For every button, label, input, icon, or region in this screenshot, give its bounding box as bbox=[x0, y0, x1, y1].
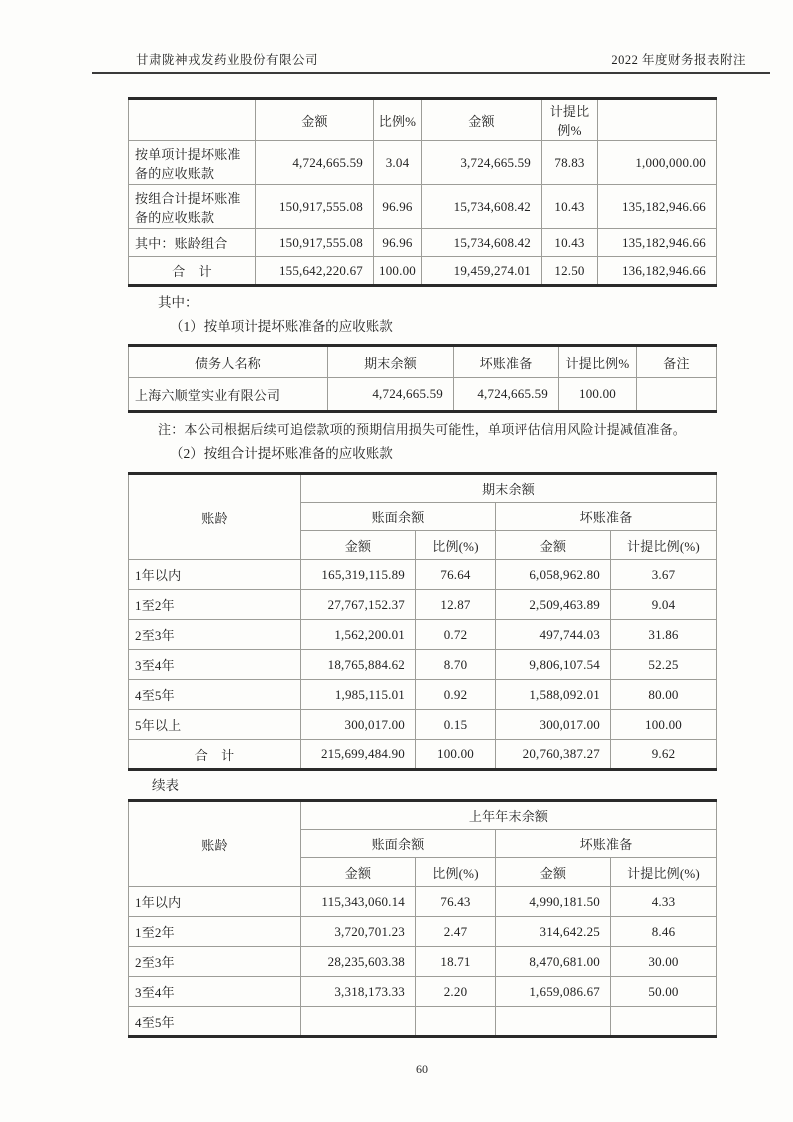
cell-amount: 115,343,060.14 bbox=[301, 887, 416, 917]
header-book-balance: 账面余额 bbox=[301, 830, 496, 858]
row-label: 2至3年 bbox=[129, 620, 301, 650]
cell-amount: 1,000,000.00 bbox=[598, 141, 717, 185]
header-bad-debt-provision: 坏账准备 bbox=[496, 830, 717, 858]
cell-amount: 165,319,115.89 bbox=[301, 560, 416, 590]
total-label: 合 计 bbox=[129, 740, 301, 770]
cell-ending-balance: 4,724,665.59 bbox=[328, 378, 454, 412]
cell-ratio: 50.00 bbox=[611, 977, 717, 1007]
cell-bad-debt-provision: 4,724,665.59 bbox=[454, 378, 559, 412]
cell-ratio: 96.96 bbox=[374, 185, 422, 229]
table-row bbox=[129, 378, 717, 412]
report-title: 2022 年度财务报表附注 bbox=[611, 53, 746, 67]
cell-amount: 8,470,681.00 bbox=[496, 947, 611, 977]
header-aging: 账龄 bbox=[129, 801, 301, 887]
cell-ratio: 100.00 bbox=[416, 740, 496, 770]
cell-ratio: 9.04 bbox=[611, 590, 717, 620]
cell-amount: 497,744.03 bbox=[496, 620, 611, 650]
cell-ratio: 9.62 bbox=[611, 740, 717, 770]
cell-ratio: 52.25 bbox=[611, 650, 717, 680]
cell-ratio: 8.70 bbox=[416, 650, 496, 680]
cell-remark bbox=[637, 378, 717, 412]
table-row bbox=[129, 620, 717, 650]
cell-ratio: 3.67 bbox=[611, 560, 717, 590]
page-number: 60 bbox=[416, 1062, 428, 1076]
cell-amount: 3,724,665.59 bbox=[422, 141, 542, 185]
cell-ratio: 76.64 bbox=[416, 560, 496, 590]
table-row bbox=[129, 947, 717, 977]
table-total-row bbox=[129, 257, 717, 286]
aging-table-current bbox=[128, 472, 717, 771]
cell-ratio: 12.87 bbox=[416, 590, 496, 620]
cell-ratio: 10.43 bbox=[542, 229, 598, 257]
table-header-row bbox=[129, 801, 717, 830]
table-row bbox=[129, 141, 717, 185]
header-book-balance: 账面余额 bbox=[301, 503, 496, 531]
cell-amount: 3,318,173.33 bbox=[301, 977, 416, 1007]
table-row bbox=[129, 650, 717, 680]
cell-ratio: 3.04 bbox=[374, 141, 422, 185]
cell-amount: 2,509,463.89 bbox=[496, 590, 611, 620]
row-label: 1至2年 bbox=[129, 590, 301, 620]
among-which-label: 其中： bbox=[158, 295, 199, 310]
cell-ratio: 80.00 bbox=[611, 680, 717, 710]
cell-ratio bbox=[416, 1007, 496, 1037]
header-provision-ratio: 计提比例% bbox=[559, 346, 637, 378]
cell-amount: 9,806,107.54 bbox=[496, 650, 611, 680]
cell-provision-ratio: 100.00 bbox=[559, 378, 637, 412]
header-amount: 金额 bbox=[301, 531, 416, 560]
cell-amount: 135,182,946.66 bbox=[598, 185, 717, 229]
cell-amount: 27,767,152.37 bbox=[301, 590, 416, 620]
table-row bbox=[129, 887, 717, 917]
header-amount2: 金额 bbox=[496, 531, 611, 560]
cell-ratio: 30.00 bbox=[611, 947, 717, 977]
table-row bbox=[129, 917, 717, 947]
cell-amount: 155,642,220.67 bbox=[256, 257, 374, 286]
cell-ratio: 18.71 bbox=[416, 947, 496, 977]
table-header-row bbox=[129, 99, 717, 141]
header-remark: 备注 bbox=[637, 346, 717, 378]
cell-ratio: 0.15 bbox=[416, 710, 496, 740]
header-cell-amount2: 金额 bbox=[422, 99, 542, 141]
cell-ratio: 0.92 bbox=[416, 680, 496, 710]
table-row bbox=[129, 1007, 717, 1037]
cell-amount: 314,642.25 bbox=[496, 917, 611, 947]
cell-amount bbox=[301, 1007, 416, 1037]
row-label: 3至4年 bbox=[129, 650, 301, 680]
cell-amount: 1,588,092.01 bbox=[496, 680, 611, 710]
company-name: 甘肃陇神戎发药业股份有限公司 bbox=[136, 53, 319, 67]
header-provision-ratio: 计提比例(%) bbox=[611, 531, 717, 560]
row-label: 1年以内 bbox=[129, 560, 301, 590]
section-2-title: （2）按组合计提坏账准备的应收账款 bbox=[170, 446, 393, 461]
cell-amount: 150,917,555.08 bbox=[256, 229, 374, 257]
cell-amount: 1,985,115.01 bbox=[301, 680, 416, 710]
cell-ratio: 78.83 bbox=[542, 141, 598, 185]
cell-amount: 6,058,962.80 bbox=[496, 560, 611, 590]
row-label: 其中：账龄组合 bbox=[129, 229, 256, 257]
table-row bbox=[129, 680, 717, 710]
table-row bbox=[129, 977, 717, 1007]
cell-ratio: 100.00 bbox=[374, 257, 422, 286]
row-label: 3至4年 bbox=[129, 977, 301, 1007]
cell-amount bbox=[496, 1007, 611, 1037]
page-header bbox=[92, 50, 770, 74]
bad-debt-summary-table bbox=[128, 97, 717, 287]
cell-amount: 4,990,181.50 bbox=[496, 887, 611, 917]
header-ending-balance-span: 期末余额 bbox=[301, 474, 717, 503]
row-label: 按组合计提坏账准备的应收账款 bbox=[129, 185, 256, 229]
aging-table-prior bbox=[128, 799, 717, 1038]
provision-note: 注：本公司根据后续可追偿款项的预期信用损失可能性，单项评估信用风险计提减值准备。 bbox=[158, 422, 687, 437]
header-amount2: 金额 bbox=[496, 858, 611, 887]
row-label: 4至5年 bbox=[129, 1007, 301, 1037]
cell-ratio: 8.46 bbox=[611, 917, 717, 947]
table-total-row bbox=[129, 740, 717, 770]
header-cell-amount: 金额 bbox=[256, 99, 374, 141]
cell-ratio: 100.00 bbox=[611, 710, 717, 740]
table-row bbox=[129, 560, 717, 590]
header-provision-ratio: 计提比例(%) bbox=[611, 858, 717, 887]
cell-amount: 1,562,200.01 bbox=[301, 620, 416, 650]
cell-amount: 4,724,665.59 bbox=[256, 141, 374, 185]
continued-table-label: 续表 bbox=[152, 778, 179, 793]
cell-amount: 19,459,274.01 bbox=[422, 257, 542, 286]
single-item-provision-table bbox=[128, 344, 717, 413]
cell-amount: 28,235,603.38 bbox=[301, 947, 416, 977]
table-row bbox=[129, 229, 717, 257]
cell-amount: 1,659,086.67 bbox=[496, 977, 611, 1007]
cell-amount: 136,182,946.66 bbox=[598, 257, 717, 286]
header-debtor-name: 债务人名称 bbox=[129, 346, 328, 378]
cell-ratio: 96.96 bbox=[374, 229, 422, 257]
cell-amount: 20,760,387.27 bbox=[496, 740, 611, 770]
row-label: 1至2年 bbox=[129, 917, 301, 947]
cell-amount: 135,182,946.66 bbox=[598, 229, 717, 257]
table-row bbox=[129, 710, 717, 740]
header-prior-balance-span: 上年年末余额 bbox=[301, 801, 717, 830]
header-ratio: 比例(%) bbox=[416, 531, 496, 560]
table-header-row bbox=[129, 346, 717, 378]
table-header-row bbox=[129, 474, 717, 503]
header-cell-empty bbox=[129, 99, 256, 141]
header-ratio: 比例(%) bbox=[416, 858, 496, 887]
cell-debtor-name: 上海六顺堂实业有限公司 bbox=[129, 378, 328, 412]
cell-ratio: 0.72 bbox=[416, 620, 496, 650]
cell-amount: 300,017.00 bbox=[496, 710, 611, 740]
row-label: 1年以内 bbox=[129, 887, 301, 917]
cell-amount: 150,917,555.08 bbox=[256, 185, 374, 229]
header-cell-ratio: 比例% bbox=[374, 99, 422, 141]
row-label: 5年以上 bbox=[129, 710, 301, 740]
cell-ratio: 12.50 bbox=[542, 257, 598, 286]
cell-ratio: 2.20 bbox=[416, 977, 496, 1007]
row-label: 4至5年 bbox=[129, 680, 301, 710]
cell-amount: 300,017.00 bbox=[301, 710, 416, 740]
cell-amount: 3,720,701.23 bbox=[301, 917, 416, 947]
cell-ratio: 31.86 bbox=[611, 620, 717, 650]
cell-ratio: 2.47 bbox=[416, 917, 496, 947]
cell-amount: 215,699,484.90 bbox=[301, 740, 416, 770]
header-cell-empty2 bbox=[598, 99, 717, 141]
header-cell-provision-ratio: 计提比例% bbox=[542, 99, 598, 141]
header-ending-balance: 期末余额 bbox=[328, 346, 454, 378]
table-row bbox=[129, 590, 717, 620]
cell-ratio: 76.43 bbox=[416, 887, 496, 917]
header-bad-debt-provision: 坏账准备 bbox=[496, 503, 717, 531]
cell-ratio bbox=[611, 1007, 717, 1037]
table-row bbox=[129, 185, 717, 229]
section-1-title: （1）按单项计提坏账准备的应收账款 bbox=[170, 319, 393, 334]
row-label: 2至3年 bbox=[129, 947, 301, 977]
cell-amount: 15,734,608.42 bbox=[422, 185, 542, 229]
row-label: 按单项计提坏账准备的应收账款 bbox=[129, 141, 256, 185]
cell-ratio: 4.33 bbox=[611, 887, 717, 917]
page-content bbox=[128, 97, 716, 1038]
cell-amount: 15,734,608.42 bbox=[422, 229, 542, 257]
cell-amount: 18,765,884.62 bbox=[301, 650, 416, 680]
header-amount: 金额 bbox=[301, 858, 416, 887]
header-aging: 账龄 bbox=[129, 474, 301, 560]
cell-ratio: 10.43 bbox=[542, 185, 598, 229]
header-bad-debt-provision: 坏账准备 bbox=[454, 346, 559, 378]
total-label: 合 计 bbox=[129, 257, 256, 286]
